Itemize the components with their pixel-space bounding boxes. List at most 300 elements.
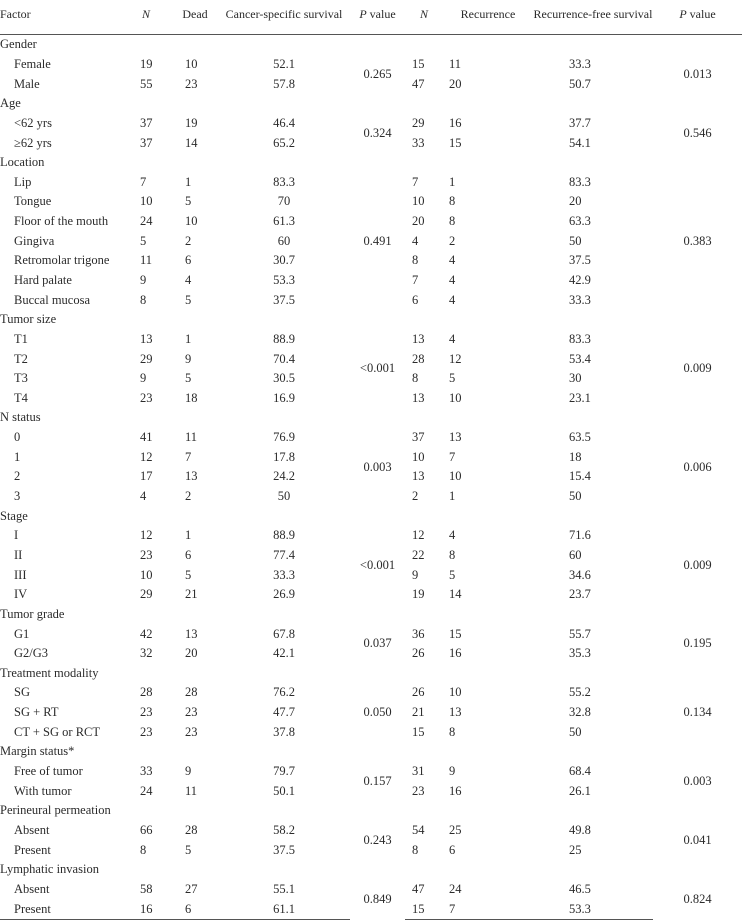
group-label: N status	[0, 410, 41, 425]
group-row	[0, 605, 742, 625]
cell-n-recurrence: 19	[412, 587, 425, 602]
cell-n: 37	[140, 135, 153, 150]
cell-n-recurrence: 36	[412, 626, 425, 641]
row-label: T1	[14, 331, 28, 346]
row-label: II	[14, 547, 23, 562]
cell-cancer-specific-survival: 47.7	[273, 705, 295, 720]
cell-dead: 6	[185, 547, 192, 562]
cell-dead: 23	[185, 724, 198, 739]
cell-dead: 20	[185, 646, 198, 661]
group-label: Tumor grade	[0, 606, 65, 621]
cell-cancer-specific-survival: 88.9	[273, 331, 295, 346]
cell-recurrence-free-survival: 37.5	[569, 253, 591, 268]
cell-recurrence-free-survival: 20	[569, 194, 582, 209]
group-row	[0, 408, 742, 428]
cell-n-recurrence: 22	[412, 547, 425, 562]
group-row	[0, 310, 742, 330]
header-dead: Dead	[172, 0, 218, 35]
cell-p-value-recurrence: 0.006	[683, 459, 712, 474]
row-label: 3	[14, 489, 21, 504]
cell-n-recurrence: 37	[412, 430, 425, 445]
cell-cancer-specific-survival: 83.3	[273, 174, 295, 189]
group-label: Lymphatic invasion	[0, 862, 99, 877]
table-row	[0, 55, 742, 75]
cell-recurrence-free-survival: 53.3	[533, 899, 653, 919]
cell-recurrence: 4	[449, 273, 456, 287]
cell-dead: 4	[185, 273, 192, 287]
cell-recurrence-free-survival: 33.3	[569, 292, 591, 307]
cell-n: 12	[140, 528, 153, 543]
cell-n: 8	[140, 292, 147, 307]
cell-cancer-specific-survival: 70	[277, 194, 291, 209]
header-factor: Factor	[0, 0, 120, 35]
cell-n-recurrence: 10	[412, 449, 425, 464]
cell-recurrence: 11	[449, 56, 462, 71]
cell-dead: 10	[185, 56, 198, 71]
cell-n-recurrence: 12	[412, 528, 425, 543]
table-row	[0, 428, 742, 448]
row-label: 2	[14, 469, 21, 484]
cell-recurrence-free-survival: 15.4	[569, 469, 591, 484]
cell-recurrence-free-survival: 83.3	[569, 174, 591, 189]
cell-n-recurrence: 9	[412, 567, 419, 582]
cell-cancer-specific-survival: 52.1	[273, 56, 295, 71]
cell-p-value-recurrence: 0.009	[683, 361, 712, 376]
cell-n: 42	[140, 626, 153, 641]
cell-p-value-recurrence: 0.824	[683, 891, 712, 906]
group-row	[0, 664, 742, 684]
cell-n: 16	[120, 899, 172, 919]
row-label: Retromolar trigone	[14, 253, 110, 268]
cell-p-value-recurrence: 0.041	[683, 832, 712, 847]
cell-p-value: <0.001	[359, 557, 396, 572]
group-label: Location	[0, 155, 45, 170]
row-label: T2	[14, 351, 28, 366]
cell-recurrence: 10	[449, 390, 462, 405]
row-label: With tumor	[14, 783, 72, 798]
cell-dead: 28	[185, 822, 198, 837]
cell-n-recurrence: 47	[412, 881, 425, 896]
cell-recurrence: 16	[449, 646, 462, 661]
cell-p-value-recurrence: 0.134	[683, 705, 712, 720]
cell-recurrence-free-survival: 23.7	[569, 587, 591, 602]
cell-cancer-specific-survival: 37.5	[273, 842, 295, 857]
cell-recurrence: 7	[443, 899, 533, 919]
table-header-row	[0, 0, 742, 35]
cell-n: 29	[140, 587, 153, 602]
cell-n-recurrence: 15	[412, 56, 425, 71]
cell-recurrence-free-survival: 30	[569, 371, 582, 386]
cell-dead: 19	[185, 115, 198, 130]
cell-n: 12	[140, 449, 153, 464]
cell-p-value: 0.157	[363, 773, 392, 788]
row-label: Absent	[14, 881, 50, 896]
cell-n: 4	[140, 489, 147, 504]
cell-recurrence: 14	[449, 587, 462, 602]
cell-p-value: 0.265	[363, 66, 392, 81]
cell-n-recurrence: 7	[412, 273, 419, 287]
cell-cancer-specific-survival: 77.4	[273, 547, 295, 562]
cell-recurrence-free-survival: 26.1	[569, 783, 591, 798]
cell-n-recurrence: 31	[412, 764, 425, 779]
row-label: CT + SG or RCT	[14, 724, 100, 739]
group-row	[0, 506, 742, 526]
cell-recurrence-free-survival: 35.3	[569, 646, 591, 661]
row-label: Male	[14, 76, 40, 91]
cell-n-recurrence: 4	[412, 233, 419, 248]
row-label: Present	[14, 842, 51, 857]
cell-dead: 5	[185, 842, 192, 857]
cell-n: 32	[140, 646, 153, 661]
cell-recurrence: 4	[449, 331, 456, 346]
cell-recurrence: 8	[449, 214, 456, 229]
cell-n-recurrence: 8	[412, 253, 419, 268]
cell-cancer-specific-survival: 33.3	[273, 567, 295, 582]
cell-recurrence: 24	[449, 881, 462, 896]
cell-cancer-specific-survival: 60	[277, 233, 291, 248]
row-label: T4	[14, 390, 28, 405]
cell-cancer-specific-survival: 61.3	[273, 214, 295, 229]
cell-recurrence-free-survival: 83.3	[569, 331, 591, 346]
cell-n: 24	[140, 783, 153, 798]
cell-n: 13	[140, 331, 153, 346]
cell-recurrence: 8	[449, 547, 456, 562]
cell-recurrence-free-survival: 18	[569, 449, 582, 464]
cell-cancer-specific-survival: 53.3	[273, 273, 295, 287]
header-n-recurrence: N	[405, 0, 443, 35]
row-label: IV	[14, 587, 28, 602]
cell-recurrence-free-survival: 49.8	[569, 822, 591, 837]
cell-n-recurrence: 47	[412, 76, 425, 91]
cell-recurrence: 7	[449, 449, 456, 464]
cell-n: 24	[140, 214, 153, 229]
cell-dead: 27	[185, 881, 198, 896]
cell-n: 11	[140, 253, 153, 268]
cell-dead: 11	[185, 783, 198, 798]
row-label: Floor of the mouth	[14, 214, 109, 229]
cell-n-recurrence: 29	[412, 115, 425, 130]
row-label: <62 yrs	[14, 115, 52, 130]
group-row	[0, 35, 742, 55]
group-row	[0, 94, 742, 114]
row-label: Female	[14, 56, 51, 71]
cell-dead: 13	[185, 626, 198, 641]
row-label: G1	[14, 626, 30, 641]
cell-dead: 5	[185, 371, 192, 386]
cell-cancer-specific-survival: 79.7	[273, 764, 295, 779]
row-label: T3	[14, 371, 28, 386]
group-label: Gender	[0, 37, 37, 52]
row-label: I	[14, 528, 19, 543]
cell-dead: 5	[185, 567, 192, 582]
table-row	[0, 821, 742, 841]
header-cancer-specific-survival: Cancer-specific survival	[218, 0, 350, 35]
cell-n: 8	[140, 842, 147, 857]
cell-p-value: 0.491	[363, 233, 392, 248]
cell-cancer-specific-survival: 70.4	[273, 351, 295, 366]
cell-cancer-specific-survival: 26.9	[273, 587, 295, 602]
cell-n: 29	[140, 351, 153, 366]
row-label: Absent	[14, 822, 50, 837]
table-row	[0, 762, 742, 782]
cell-p-value: 0.243	[363, 832, 392, 847]
cell-recurrence: 4	[449, 292, 456, 307]
cell-recurrence: 1	[449, 174, 456, 189]
cell-recurrence: 13	[449, 705, 462, 720]
cell-p-value: <0.001	[359, 361, 396, 376]
cell-dead: 28	[185, 685, 198, 700]
cell-dead: 1	[185, 528, 192, 543]
cell-dead: 9	[185, 351, 192, 366]
row-label: 0	[14, 430, 21, 445]
cell-dead: 18	[185, 390, 198, 405]
row-label: SG + RT	[14, 705, 59, 720]
group-label: Age	[0, 96, 21, 111]
row-label: ≥62 yrs	[14, 135, 52, 150]
cell-dead: 10	[185, 214, 198, 229]
cell-recurrence-free-survival: 55.2	[569, 685, 591, 700]
cell-n: 23	[140, 724, 153, 739]
cell-n: 55	[140, 76, 153, 91]
cell-n: 28	[140, 685, 153, 700]
cell-cancer-specific-survival: 24.2	[273, 469, 295, 484]
cell-recurrence: 15	[449, 135, 462, 150]
cell-dead: 2	[185, 489, 192, 504]
cell-recurrence: 16	[449, 115, 462, 130]
cell-recurrence-free-survival: 34.6	[569, 567, 591, 582]
group-row	[0, 801, 742, 821]
cell-recurrence-free-survival: 32.8	[569, 705, 591, 720]
cell-recurrence-free-survival: 50	[569, 724, 582, 739]
cell-n: 5	[140, 233, 147, 248]
cell-dead: 23	[185, 705, 198, 720]
row-label: Gingiva	[14, 233, 55, 248]
row-label: Free of tumor	[14, 764, 83, 779]
row-label: 1	[14, 449, 21, 464]
cell-dead: 13	[185, 469, 198, 484]
cell-cancer-specific-survival: 58.2	[273, 822, 295, 837]
cell-n: 10	[140, 567, 153, 582]
cell-recurrence: 2	[449, 233, 456, 248]
cell-n: 9	[140, 371, 147, 386]
cell-n-recurrence: 13	[412, 331, 425, 346]
cell-cancer-specific-survival: 61.1	[218, 899, 350, 919]
cell-recurrence-free-survival: 42.9	[569, 273, 591, 287]
cell-n-recurrence: 15	[405, 899, 443, 919]
cell-n-recurrence: 21	[412, 705, 425, 720]
cell-dead: 7	[185, 449, 192, 464]
cell-n-recurrence: 33	[412, 135, 425, 150]
table-row	[0, 172, 742, 192]
cell-cancer-specific-survival: 46.4	[273, 115, 295, 130]
cell-cancer-specific-survival: 67.8	[273, 626, 295, 641]
cell-n-recurrence: 26	[412, 685, 425, 700]
cell-p-value-recurrence: 0.195	[683, 636, 712, 651]
cell-n-recurrence: 8	[412, 842, 419, 857]
cell-recurrence: 10	[449, 685, 462, 700]
cell-n: 9	[140, 273, 147, 287]
cell-recurrence-free-survival: 53.4	[569, 351, 591, 366]
cell-n: 66	[140, 822, 153, 837]
row-label: Hard palate	[14, 273, 72, 287]
header-n: N	[120, 0, 172, 35]
group-row	[0, 153, 742, 173]
cell-dead: 1	[185, 174, 192, 189]
cell-n: 7	[140, 174, 147, 189]
cell-n-recurrence: 23	[412, 783, 425, 798]
group-label: Margin status*	[0, 744, 75, 759]
cell-p-value: 0.849	[363, 891, 392, 906]
cell-recurrence: 20	[449, 76, 462, 91]
cell-recurrence-free-survival: 63.5	[569, 430, 591, 445]
cell-recurrence: 12	[449, 351, 462, 366]
cell-p-value: 0.003	[363, 459, 392, 474]
cell-dead: 5	[185, 292, 192, 307]
cell-recurrence-free-survival: 23.1	[569, 390, 591, 405]
group-label: Perineural permeation	[0, 803, 111, 818]
cell-recurrence-free-survival: 33.3	[569, 56, 591, 71]
cell-cancer-specific-survival: 76.9	[273, 430, 295, 445]
cell-cancer-specific-survival: 17.8	[273, 449, 295, 464]
cell-n-recurrence: 7	[412, 174, 419, 189]
cell-recurrence-free-survival: 68.4	[569, 764, 591, 779]
table-row	[0, 114, 742, 134]
cell-n: 23	[140, 705, 153, 720]
cell-recurrence-free-survival: 46.5	[569, 881, 591, 896]
table-row	[0, 880, 742, 900]
cell-n: 10	[140, 194, 153, 209]
cell-p-value-recurrence: 0.546	[683, 125, 712, 140]
cell-cancer-specific-survival: 50.1	[273, 783, 295, 798]
row-label: SG	[14, 685, 30, 700]
cell-recurrence-free-survival: 50.7	[569, 76, 591, 91]
row-label: G2/G3	[14, 646, 49, 661]
cell-p-value: 0.324	[363, 125, 392, 140]
row-label: Lip	[14, 174, 32, 189]
cell-cancer-specific-survival: 37.8	[273, 724, 295, 739]
cell-n: 23	[140, 390, 153, 405]
cell-p-value: 0.050	[363, 705, 392, 720]
table-row	[0, 624, 742, 644]
cell-recurrence: 8	[449, 724, 456, 739]
cell-recurrence: 10	[449, 469, 462, 484]
cell-recurrence-free-survival: 71.6	[569, 528, 591, 543]
cell-cancer-specific-survival: 65.2	[273, 135, 295, 150]
cell-n: 17	[140, 469, 153, 484]
table-row	[0, 330, 742, 350]
group-row	[0, 860, 742, 880]
cell-cancer-specific-survival: 88.9	[273, 528, 295, 543]
cell-p-value-recurrence: 0.009	[683, 557, 712, 572]
cell-n-recurrence: 10	[412, 194, 425, 209]
cell-recurrence: 1	[449, 489, 456, 504]
header-p-value: P value	[350, 0, 405, 35]
cell-recurrence: 15	[449, 626, 462, 641]
cell-p-value: 0.037	[363, 636, 392, 651]
cell-dead: 6	[185, 253, 192, 268]
cell-recurrence: 4	[449, 528, 456, 543]
cell-n: 33	[140, 764, 153, 779]
cell-cancer-specific-survival: 55.1	[273, 881, 295, 896]
table-row	[0, 526, 742, 546]
cell-cancer-specific-survival: 57.8	[273, 76, 295, 91]
cell-recurrence: 8	[449, 194, 456, 209]
cell-recurrence: 5	[449, 567, 456, 582]
cell-n: 19	[140, 56, 153, 71]
cell-n-recurrence: 20	[412, 214, 425, 229]
cell-dead: 5	[185, 194, 192, 209]
cell-cancer-specific-survival: 42.1	[273, 646, 295, 661]
cell-recurrence-free-survival: 54.1	[569, 135, 591, 150]
cell-n-recurrence: 2	[412, 489, 419, 504]
cell-recurrence: 4	[449, 253, 456, 268]
cell-n-recurrence: 8	[412, 371, 419, 386]
cell-n-recurrence: 13	[412, 390, 425, 405]
cell-cancer-specific-survival: 76.2	[273, 685, 295, 700]
cell-recurrence-free-survival: 55.7	[569, 626, 591, 641]
cell-dead: 6	[172, 899, 218, 919]
cell-recurrence: 5	[449, 371, 456, 386]
table-body	[0, 35, 742, 920]
group-label: Stage	[0, 508, 28, 523]
cell-recurrence-free-survival: 50	[569, 489, 582, 504]
cell-cancer-specific-survival: 16.9	[273, 390, 295, 405]
cell-n-recurrence: 54	[412, 822, 425, 837]
cell-recurrence-free-survival: 37.7	[569, 115, 591, 130]
cell-dead: 1	[185, 331, 192, 346]
cell-n: 58	[140, 881, 153, 896]
cell-n-recurrence: 13	[412, 469, 425, 484]
header-p-value-recurrence: P value	[653, 0, 742, 35]
table-row	[0, 683, 742, 703]
cell-n-recurrence: 26	[412, 646, 425, 661]
cell-dead: 11	[185, 430, 198, 445]
cell-dead: 23	[185, 76, 198, 91]
group-label: Treatment modality	[0, 665, 99, 680]
cell-recurrence-free-survival: 60	[569, 547, 582, 562]
cell-cancer-specific-survival: 30.5	[273, 371, 295, 386]
cell-n-recurrence: 28	[412, 351, 425, 366]
row-label: Buccal mucosa	[14, 292, 91, 307]
cell-n: 23	[140, 547, 153, 562]
cell-cancer-specific-survival: 30.7	[273, 253, 295, 268]
cell-p-value-recurrence: 0.003	[683, 773, 712, 788]
cell-recurrence: 9	[449, 764, 456, 779]
cell-recurrence-free-survival: 25	[569, 842, 582, 857]
cell-recurrence-free-survival: 50	[569, 233, 582, 248]
header-recurrence: Recurrence	[443, 0, 533, 35]
cell-recurrence: 16	[449, 783, 462, 798]
row-label: Present	[0, 899, 120, 919]
cell-n-recurrence: 6	[412, 292, 419, 307]
cell-recurrence: 25	[449, 822, 462, 837]
cell-recurrence: 13	[449, 430, 462, 445]
header-recurrence-free-survival: Recurrence-free survival	[533, 0, 653, 35]
cell-dead: 21	[185, 587, 198, 602]
row-label: Tongue	[14, 194, 52, 209]
cell-p-value-recurrence: 0.383	[683, 233, 712, 248]
group-row	[0, 742, 742, 762]
cell-dead: 14	[185, 135, 198, 150]
cell-p-value-recurrence: 0.013	[683, 66, 712, 81]
group-label: Tumor size	[0, 312, 57, 327]
cell-dead: 2	[185, 233, 192, 248]
cell-recurrence-free-survival: 63.3	[569, 214, 591, 229]
cell-cancer-specific-survival: 37.5	[273, 292, 295, 307]
cell-dead: 9	[185, 764, 192, 779]
cell-recurrence: 6	[449, 842, 456, 857]
cell-n: 37	[140, 115, 153, 130]
